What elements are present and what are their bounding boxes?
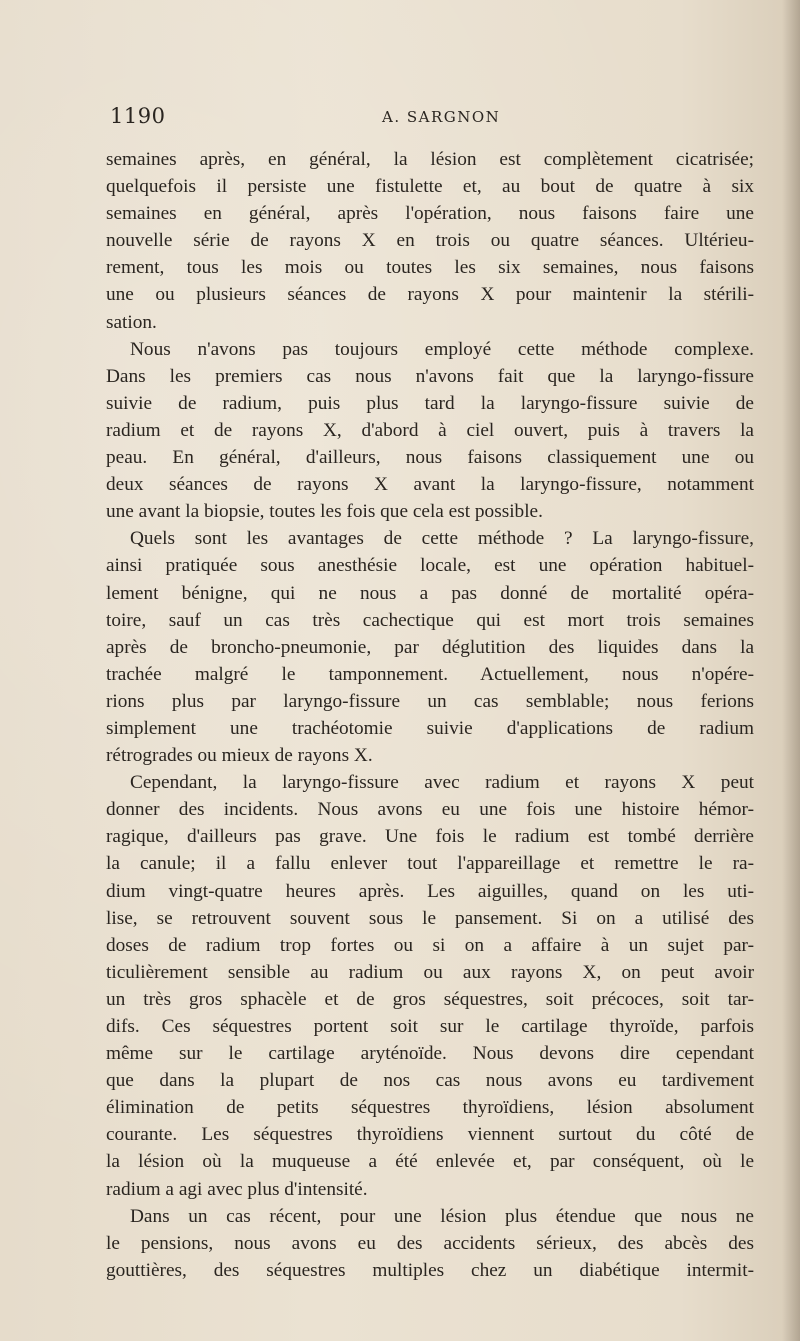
text-line: la canule; il a fallu enlever tout l'appareillage et remettre le ra- (106, 853, 754, 875)
text-line: sation. (106, 311, 157, 333)
text-line: semaines en général, après l'opération, nous faisons faire une (106, 203, 754, 225)
text-line: la lésion où la muqueuse a été enlevée et, par conséquent, où le (106, 1151, 754, 1173)
running-head: A. SARGNON (382, 108, 501, 126)
text-line: ainsi pratiquée sous anesthésie locale, est une opération habituel- (106, 555, 754, 577)
text-line: le pensions, nous avons eu des accidents sérieux, des abcès des (106, 1232, 754, 1254)
text-line: radium a agi avec plus d'intensité. (106, 1178, 368, 1200)
paragraph-start-line: Cependant, la laryngo-fissure avec radium et rayons X peut (130, 772, 754, 794)
text-line: quelquefois il persiste une fistulette et, au bout de quatre à six (106, 176, 754, 198)
text-line: ragique, d'ailleurs pas grave. Une fois le radium est tombé derrière (106, 826, 754, 848)
text-line: lement bénigne, qui ne nous a pas donné de mortalité opéra- (106, 582, 754, 604)
text-line: dium vingt-quatre heures après. Les aiguilles, quand on les uti- (106, 880, 754, 902)
body-text (106, 146, 754, 1284)
text-line: suivie de radium, puis plus tard la laryngo-fissure suivie de (106, 392, 754, 414)
text-line: rétrogrades ou mieux de rayons X. (106, 745, 373, 767)
text-line: Dans les premiers cas nous n'avons fait que la laryngo-fissure (106, 365, 754, 387)
text-line: élimination de petits séquestres thyroïdiens, lésion absolument (106, 1097, 754, 1119)
text-line: rement, tous les mois ou toutes les six semaines, nous faisons (106, 257, 754, 279)
text-line: nouvelle série de rayons X en trois ou quatre séances. Ultérieu- (106, 230, 754, 252)
text-line: ticulièrement sensible au radium ou aux rayons X, on peut avoir (106, 961, 754, 983)
text-line: gouttières, des séquestres multiples chez un diabétique intermit- (106, 1259, 754, 1281)
text-line: courante. Les séquestres thyroïdiens viennent surtout du côté de (106, 1124, 754, 1146)
paragraph-start-line: Dans un cas récent, pour une lésion plus étendue que nous ne (130, 1205, 754, 1227)
text-line: lise, se retrouvent souvent sous le pansement. Si on a utilisé des (106, 907, 754, 929)
page-number: 1190 (110, 104, 166, 128)
text-line: simplement une trachéotomie suivie d'applications de radium (106, 717, 754, 739)
text-line: que dans la plupart de nos cas nous avons eu tardivement (106, 1070, 754, 1092)
text-line: un très gros sphacèle et de gros séquestres, soit précoces, soit tar- (106, 988, 754, 1010)
text-line: deux séances de rayons X avant la laryngo-fissure, notamment (106, 474, 754, 496)
text-line: après de broncho-pneumonie, par déglutition des liquides dans la (106, 636, 754, 658)
text-line: toire, sauf un cas très cachectique qui est mort trois semaines (106, 609, 754, 631)
text-line: donner des incidents. Nous avons eu une fois une histoire hémor- (106, 799, 754, 821)
text-line: une avant la biopsie, toutes les fois que cela est possible. (106, 501, 543, 523)
paragraph-start-line: Quels sont les avantages de cette méthode ? La laryngo-fissure, (130, 528, 754, 550)
text-line: trachée malgré le tamponnement. Actuellement, nous n'opére- (106, 663, 754, 685)
page-edge-shadow (782, 0, 800, 1341)
text-line: même sur le cartilage aryténoïde. Nous devons dire cependant (106, 1043, 754, 1065)
text-line: peau. En général, d'ailleurs, nous faisons classiquement une ou (106, 447, 754, 469)
text-line: rions plus par laryngo-fissure un cas semblable; nous ferions (106, 690, 754, 712)
paragraph-start-line: Nous n'avons pas toujours employé cette méthode complexe. (130, 338, 754, 360)
text-line: radium et de rayons X, d'abord à ciel ouvert, puis à travers la (106, 419, 754, 441)
text-line: doses de radium trop fortes ou si on a affaire à un sujet par- (106, 934, 754, 956)
text-line: semaines après, en général, la lésion est complètement cicatrisée; (106, 149, 754, 170)
text-line: une ou plusieurs séances de rayons X pour maintenir la stérili- (106, 284, 754, 306)
text-line: difs. Ces séquestres portent soit sur le cartilage thyroïde, parfois (106, 1016, 754, 1037)
page-header (110, 104, 750, 134)
